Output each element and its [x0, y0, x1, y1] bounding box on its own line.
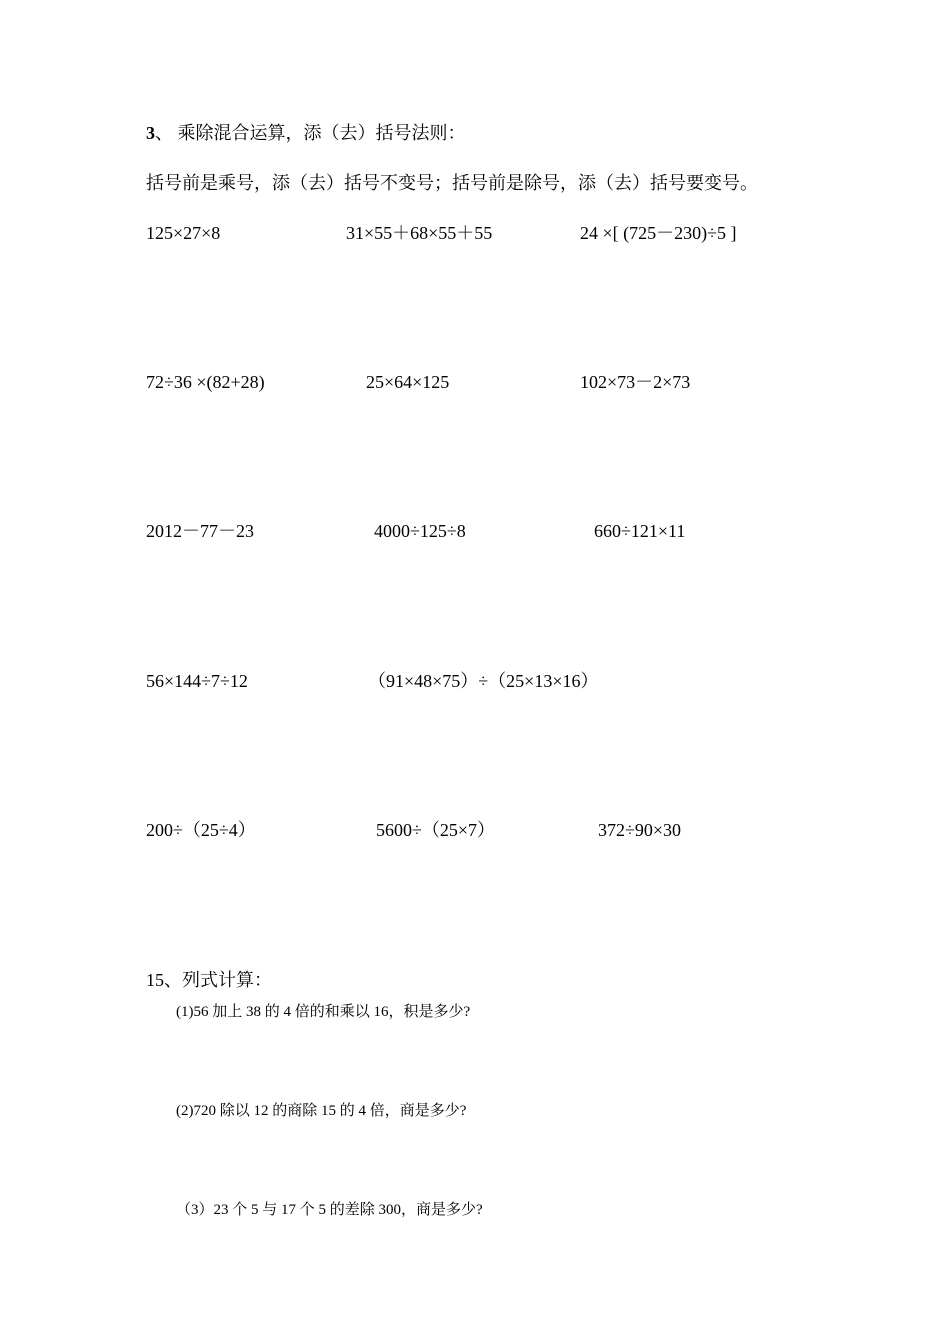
- section-3-heading: [146, 124, 466, 142]
- problem-r1-c3: 24 ×[ (725－230)÷5 ]: [580, 223, 737, 243]
- problem-r4-c1: 56×144÷7÷12: [146, 671, 248, 691]
- problem-r2-c3: 102×73－2×73: [580, 372, 691, 392]
- section-3-title: 、 乘除混合运算，添（去）括号法则：: [155, 123, 466, 143]
- problem-r3-c1: 2012－77－23: [146, 521, 254, 541]
- word-problem-2: (2)720 除以 12 的商除 15 的 4 倍，商是多少?: [176, 1103, 467, 1119]
- section-3-rule: 括号前是乘号，添（去）括号不变号；括号前是除号，添（去）括号要变号。: [146, 173, 758, 193]
- problem-r1-c2: 31×55＋68×55＋55: [346, 223, 493, 243]
- problem-r2-c1: 72÷36 ×(82+28): [146, 372, 265, 392]
- problem-r3-c3: 660÷121×11: [594, 521, 686, 541]
- word-problem-3: （3）23 个 5 与 17 个 5 的差除 300，商是多少?: [176, 1202, 483, 1218]
- section-15-title: 15、列式计算：: [146, 970, 272, 990]
- problem-r1-c1: 125×27×8: [146, 223, 221, 243]
- problem-r5-c3: 372÷90×30: [598, 820, 682, 840]
- problem-r5-c1: 200÷（25÷4）: [146, 820, 256, 840]
- problem-r3-c2: 4000÷125÷8: [374, 521, 466, 541]
- problem-r2-c2: 25×64×125: [366, 372, 450, 392]
- section-3-number: 3: [146, 123, 155, 143]
- problem-r4-c2: （91×48×75）÷（25×13×16）: [368, 671, 599, 691]
- word-problem-1: (1)56 加上 38 的 4 倍的和乘以 16，积是多少?: [176, 1004, 471, 1020]
- problem-r5-c2: 5600÷（25×7）: [376, 820, 496, 840]
